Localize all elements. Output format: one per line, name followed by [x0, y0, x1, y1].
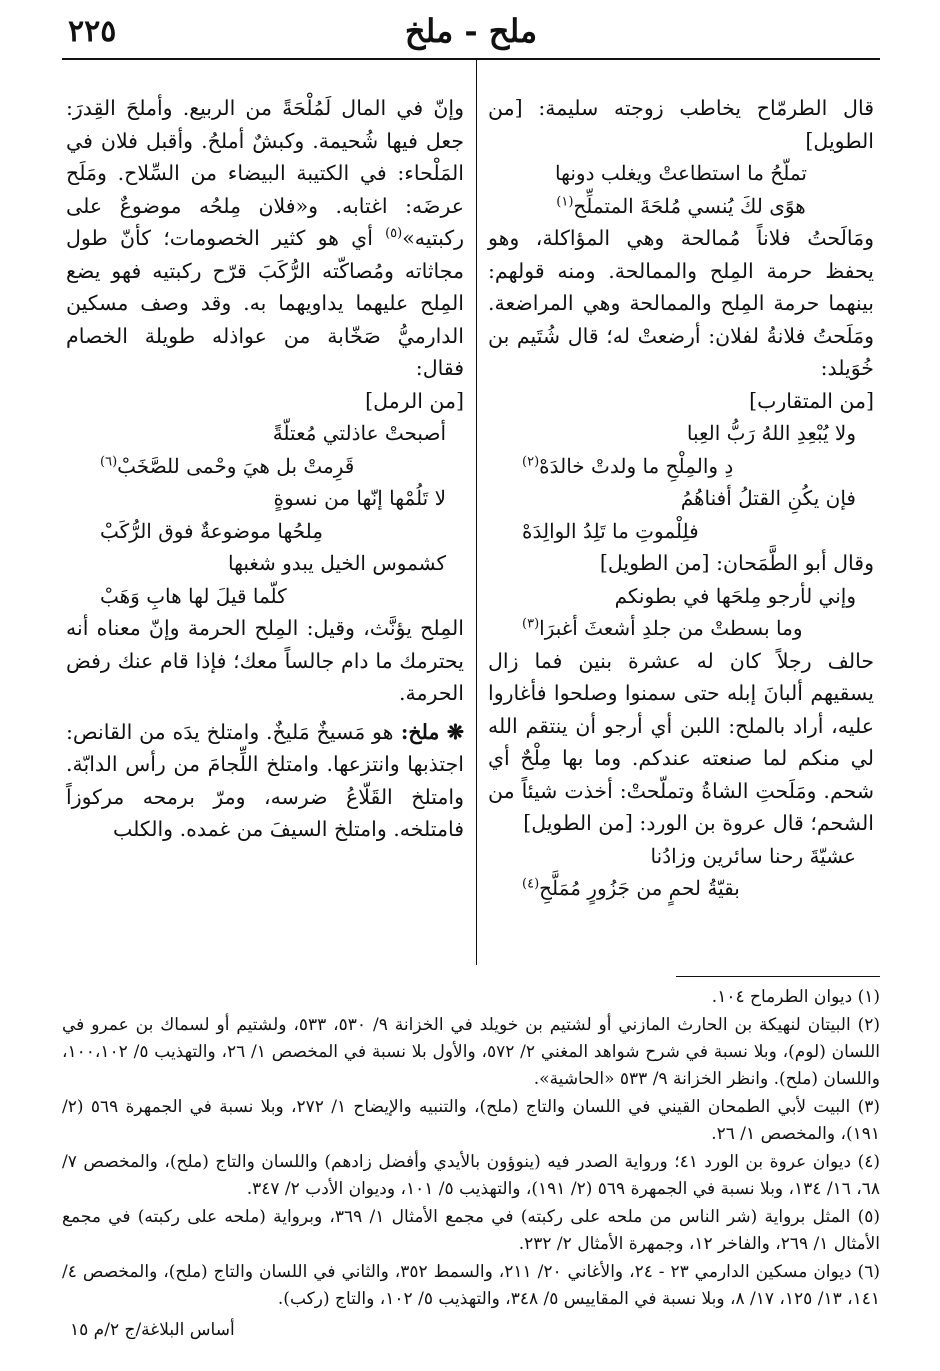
header-rule: [62, 58, 880, 60]
verse-text: ولا يُبْعِدِ اللهُ رَبُّ العِبا: [686, 421, 856, 445]
text: وإنّ في المال لَمُلْحَةً من الربيع. وأملحَ القِدرَ: جعل فيها شُحيمة. وكبشٌ أملحُ. وأقبل فلان في المَلْحاء: في الكتيبة البيضاء من السِّلاح. ومَلَح عرضَه: اغتابه. و«فلان مِلحُه موضوعٌ على ركبتيه»: [66, 96, 464, 250]
meter-label: [من الرمل]: [365, 388, 464, 413]
meter-label: [من الطويل]: [523, 811, 633, 835]
meter-label: [من المتقارب]: [749, 388, 874, 413]
verse-text: قَرِمتْ بل هيَ وحْمى للصَّخَبْ: [117, 453, 355, 478]
footnote: (١) ديوان الطرماح ١٠٤.: [711, 987, 880, 1007]
verse-line: [488, 580, 874, 613]
verse-text: وما بسطتْ من جلدِ أشعثَ أغبرَا: [539, 616, 803, 640]
text: حالف رجلاً كان له عشرة بنين فما زال يسقيهم ألبانَ إبله حتى سمنوا وصلحوا فأغاروا عليه، أراد بالملح: اللبن أي أرجو أن ينتقم الله لي منكم لما صنعته عندكم. وما بها مِلْحٌ أي شحم. ومَلَحتِ الشاةُ وتملّحتْ: أخذت شيئاً من الشحم؛ قال عروة بن الورد:: [488, 648, 874, 835]
text: قال الطرمّاح يخاطب زوجته سليمة:: [522, 96, 874, 120]
verse-line: [66, 450, 464, 483]
paragraph: [488, 547, 874, 580]
meter-label: [من الطويل]: [488, 96, 874, 153]
entry-paragraph: [66, 716, 464, 846]
page-number: ٢٢٥: [68, 14, 117, 49]
verse-text: عشيّةَ رحنا سائرين وزادُنا: [650, 843, 856, 868]
page-header: [62, 8, 880, 60]
verse-text: فإن يكُنِ القتلُ أفناهُمُ: [680, 486, 856, 510]
footnote-rule: [676, 976, 880, 977]
meter-line: [66, 385, 464, 418]
text: هو مَسيخٌ مَليخٌ. وامتلخ يدَه من القانص: اجتذبها وانتزعها. وامتلخ اللِّجامَ من رأس الدابّة. وامتلخ القَلّاعُ ضرسه، ومرّ برمحه مركوزاً فامتلخه. وامتلخ السيفَ من غمده. والكلب: [66, 719, 464, 841]
verse-line: [488, 872, 874, 905]
verse-line: [66, 417, 464, 450]
footnote: (٢) البيتان لنهيكة بن الحارث المازني أو لشتيم بن خويلد في الخزانة ٩/ ٥٣٠، ٥٣٣، ولشتيم أو لسماك بن عمرو في اللسان (لوم)، وبلا نسبة في شرح شواهد المغني ٢/ ٥٧٢، والأول بلا نسبة في المخصص ١/ ٢٦، والتهذيب ٥/ ١٠٠،١٠٢، واللسان (ملح). وانظر الخزانة ٩/ ٥٣٣ «الحاشية».: [62, 1015, 880, 1089]
verse-line: [66, 482, 464, 515]
verse-text: بقيّةُ لحمٍ من جَزُورٍ مُمَلَّحِ: [539, 876, 740, 900]
text: ومَالَحتُ فلاناً مُمالحة وهي المؤاكلة، وهو يحفظ حرمة المِلح والممالحة. ومنه قولهم: بينهما حرمة المِلح والممالحة وهي المراضعة. ومَلَحتُ فلانةُ لفلان: أرضعتْ له؛ قال شُتَيم بن خُوَيلد:: [488, 226, 874, 380]
verse-text: كشموس الخيل يبدو شغبها: [228, 551, 446, 575]
volume-signature: أساس البلاغة/ج ٢/م ١٥: [70, 1320, 235, 1340]
footnotes: [62, 984, 880, 1314]
verse-text: مِلحُها موضوعةٌ فوق الرُّكَبْ: [100, 518, 323, 543]
entry-headword: ❋ ملخ:: [393, 719, 464, 744]
running-title: ملح - ملخ: [404, 12, 538, 50]
footnote-ref[interactable]: (٣): [522, 616, 540, 632]
verse-line: [66, 580, 464, 613]
verse-text: لا تَلُمْها إنّها من نسوةٍ: [273, 486, 446, 510]
meter-label: [من الطويل]: [599, 551, 710, 575]
verse-line: [488, 840, 874, 873]
footnote: (٣) البيت لأبي الطمحان القيني في اللسان والتاج (ملح)، والتنبيه والإيضاح ١/ ٢٧٢، وبلا نسبة في الجمهرة ٥٦٩ (٢/ ١٩١)، والمخصص ١/ ٢٦.: [62, 1097, 880, 1144]
verse-line: [488, 612, 874, 645]
footnote-ref[interactable]: (٥): [385, 226, 403, 242]
verse-line: [488, 450, 874, 483]
paragraph: [488, 92, 874, 157]
meter-line: [488, 385, 874, 418]
text: أي هو كثير الخصومات؛ كأنّ طول مجاثاته ومُصاكّته الرُّكَبَ قرّح ركبتيه فهو يضع المِلح عليهما يداويهما به. وقد وصف مسكين الدارميُّ صَخّابة من عواذله طويلة الخصام فقال:: [66, 226, 464, 380]
verse-text: دِ والمِلْحِ ما ولدتْ خالدَهْ: [539, 453, 734, 478]
right-column: [488, 92, 874, 905]
left-column: [66, 92, 464, 846]
paragraph: [488, 222, 874, 385]
paragraph: [488, 645, 874, 840]
verse-text: تملّحُ ما استطاعتْ ويغلب دونها: [555, 161, 807, 185]
footnote: (٥) المثل برواية (شر الناس من ملحه على ركبته) في مجمع الأمثال ١/ ٣٦٩، وبرواية (ملحه على ركبته) في مجمع الأمثال ١/ ٢٦٩، والفاخر ١٢، وجمهرة الأمثال ٢/ ٢٣٢.: [62, 1207, 880, 1254]
footnote-ref[interactable]: (١): [556, 193, 574, 209]
verse-text: أصبحتْ عاذلتي مُعتلّةً: [272, 421, 446, 445]
verse-text: فلِلْموتِ ما تَلِدُ الوالِدَهْ: [522, 518, 699, 543]
footnote-ref[interactable]: (٦): [100, 453, 118, 469]
verse-line: [66, 515, 464, 548]
verse-line: [488, 157, 874, 190]
footnote-ref[interactable]: (٢): [522, 453, 540, 469]
verse-text: وإني لأرجو مِلحَها في بطونكم: [614, 583, 856, 608]
footnote: (٤) ديوان عروة بن الورد ٤١؛ ورواية الصدر فيه (ينوؤون بالأيدي وأفضل زادهم) واللسان والتاج (ملح)، والمخصص ٧/ ٦٨، ١٦/ ١٣٤، وبلا نسبة في الجمهرة ٥٦٩ (٢/ ١٩١)، والتهذيب ٥/ ١٠١، وديوان الأدب ٢/ ٣٤٧.: [62, 1152, 880, 1199]
verse-line: [488, 417, 874, 450]
column-divider: [476, 60, 477, 965]
footnote-ref[interactable]: (٤): [522, 876, 540, 892]
verse-text: كلّما قيلَ لها هابِ وَهَبْ: [100, 583, 287, 608]
verse-text: هوًى لكَ يُنسي مُلحَةَ المتملِّح: [573, 193, 806, 218]
verse-line: [488, 482, 874, 515]
footnote: (٦) ديوان مسكين الدارمي ٢٣ - ٢٤، والأغاني ٢٠/ ٢١١، والسمط ٣٥٢، والثاني في اللسان والتاج (ملح)، والمخصص ٤/ ١٤١، ١٣/ ١٢٥، ١٧/ ٨، وبلا نسبة في المقاييس ٥/ ٣٤٨، والتهذيب ٥/ ١٠٢، والتاج (ركب).: [62, 1262, 880, 1309]
verse-line: [66, 547, 464, 580]
text: المِلح يؤنَّث، وقيل: المِلح الحرمة وإنّ معناه أنه يحترمك ما دام جالساً معك؛ فإذا قام عنك رفض الحرمة.: [66, 616, 464, 705]
text: وقال أبو الطَّمَحان:: [709, 551, 874, 575]
paragraph: [66, 92, 464, 385]
paragraph: [66, 612, 464, 710]
verse-line: [488, 515, 874, 548]
verse-line: [488, 190, 874, 223]
